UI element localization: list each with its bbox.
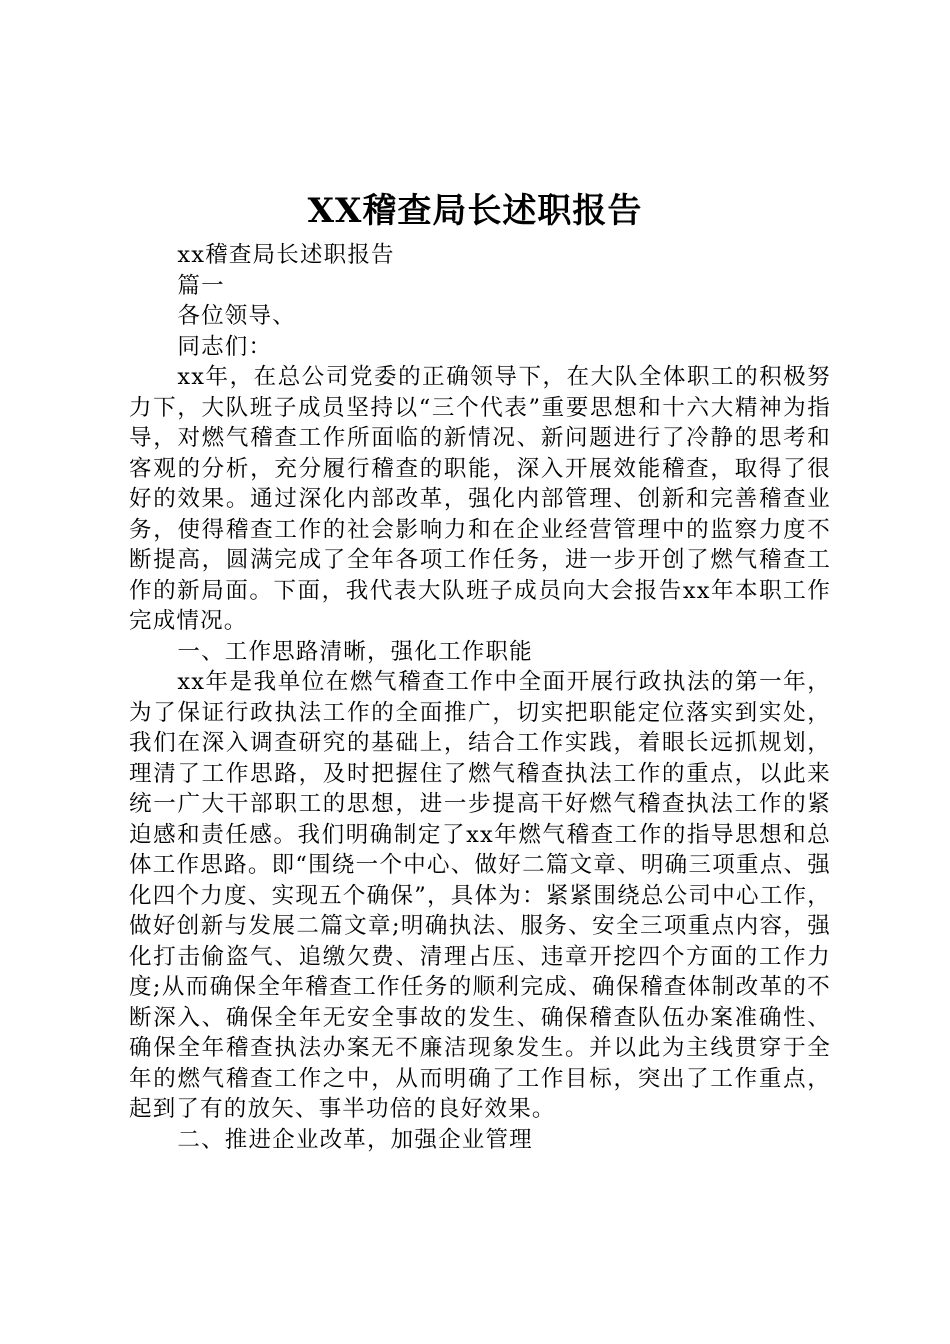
section-heading-2: 二、推进企业改革，加强企业管理: [177, 1126, 533, 1153]
section-label-paragraph: 篇一: [177, 272, 225, 299]
intro-paragraph: xx年，在总公司党委的正确领导下，在大队全体职工的积极努力下，大队班子成员坚持以“三个代表”重要思想和十六大精神为指导，对燃气稽查工作所面临的新情况、新问题进行了冷静的思考和客观的分析，充分履行稽查的职能，深入开展效能稽查，取得了很好的效果。通过深化内部改革，强化内部管理、创新和完善稽查业务，使得稽查工作的社会影响力和在企业经营管理中的监察力度不断提高，圆满完成了全年各项工作任务，进一步开创了燃气稽查工作的新局面。下面，我代表大队班子成员向大会报告xx年本职工作完成情况。: [129, 364, 831, 634]
salutation-line-2: 同志们：: [177, 333, 273, 360]
subtitle-paragraph: xx稽查局长述职报告: [177, 242, 395, 268]
section-1-paragraph: xx年是我单位在燃气稽查工作中全面开展行政执法的第一年，为了保证行政执法工作的全面推广，切实把职能定位落实到实处，我们在深入调查研究的基础上，结合工作实践，着眼长远抓规划，理清了工作思路，及时把握住了燃气稽查执法工作的重点，以此来统一广大干部职工的思想，进一步提高干好燃气稽查执法工作的紧迫感和责任感。我们明确制定了xx年燃气稽查工作的指导思想和总体工作思路。即“围绕一个中心、做好二篇文章、明确三项重点、强化四个力度、实现五个确保”，具体为：紧紧围绕总公司中心工作，做好创新与发展二篇文章;明确执法、服务、安全三项重点内容，强化打击偷盗气、追缴欠费、清理占压、违章开挖四个方面的工作力度;从而确保全年稽查工作任务的顺利完成、确保稽查体制改革的不断深入、确保全年无安全事故的发生、确保稽查队伍办案准确性、确保全年稽查执法办案无不廉洁现象发生。并以此为主线贯穿于全年的燃气稽查工作之中，从而明确了工作目标，突出了工作重点，起到了有的放矢、事半功倍的良好效果。: [129, 669, 831, 1122]
salutation-line-1: 各位领导、: [177, 303, 296, 329]
document-body: [129, 240, 831, 1155]
section-heading-1: 一、工作思路清晰，强化工作职能: [177, 638, 533, 665]
document-title: XX稽查局长述职报告: [307, 191, 643, 231]
